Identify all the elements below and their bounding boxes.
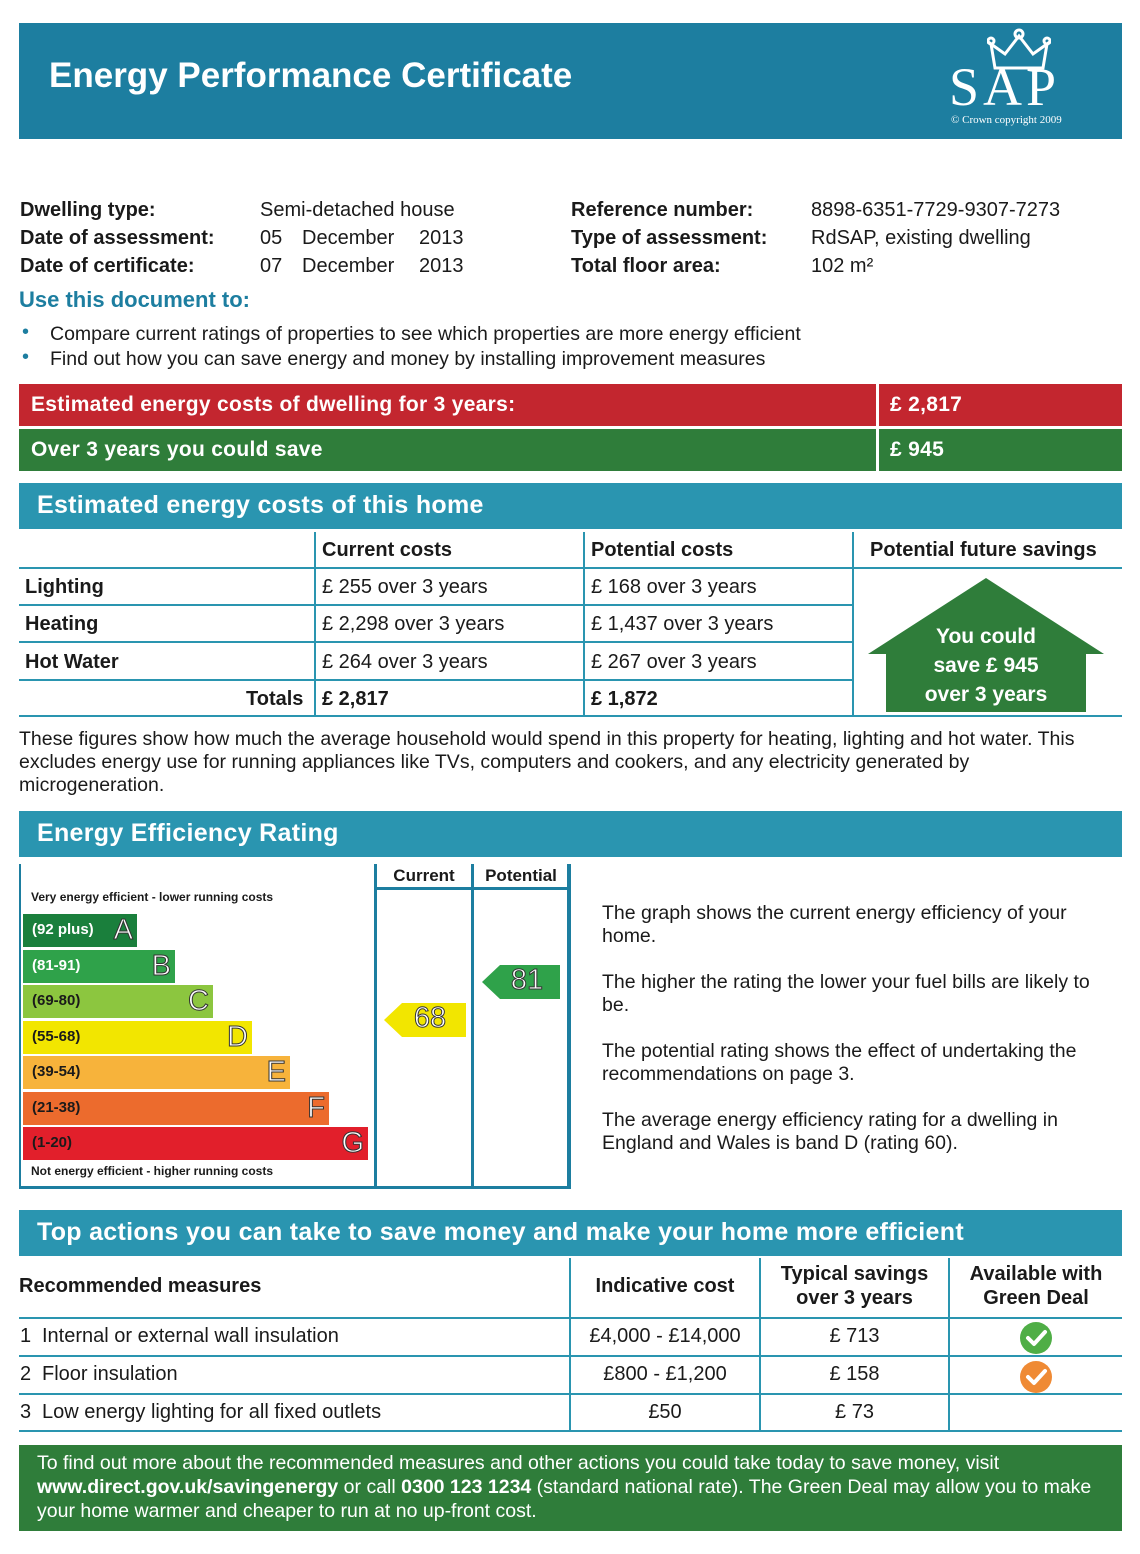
band-letter: B [151,949,171,982]
estimated-cost-bar [19,384,1122,426]
date-assessment-month: December [302,227,395,249]
reference-value: 8898-6351-7729-9307-7273 [811,199,1061,221]
hotwater-current: £ 264 over 3 years [322,651,488,673]
estimated-cost-label: Estimated energy costs of dwelling for 3 years: [31,393,516,416]
table-divider [852,532,854,716]
rating-band-g [23,1127,368,1160]
table-divider [583,532,585,716]
row-hotwater-label: Hot Water [25,651,119,673]
band-range: (92 plus) [32,921,94,938]
totals-current: £ 2,817 [322,688,389,710]
measure-1-cost: £4,000 - £14,000 [589,1325,741,1347]
table-rule [19,1393,1122,1395]
rating-text-4: The average energy efficiency rating for a dwelling in England and Wales is band D (rating 60). [602,1109,1058,1154]
footer-text-2: or call [338,1476,402,1498]
table-rule [19,679,853,681]
current-rating-value: 68 [413,1002,447,1034]
band-range: (69-80) [32,992,81,1009]
band-range: (1-20) [32,1134,73,1151]
use-bullet-2: Find out how you can save energy and money by installing improvement measures [50,348,766,370]
rating-band-d [23,1021,252,1054]
footer-box [19,1445,1122,1531]
rating-text-1: The graph shows the current energy efficiency of your home. [602,902,1067,947]
row-heating-label: Heating [25,613,99,635]
chart-rule [19,1186,570,1189]
date-certificate-label: Date of certificate: [20,255,195,277]
chart-divider [567,864,570,1189]
savings-bar [19,429,1122,471]
col-future-savings: Potential future savings [870,539,1097,561]
col-recommended-measures: Recommended measures [19,1275,262,1297]
date-assessment-day: 05 [260,227,283,249]
col-current: Current [393,866,455,885]
measure-3-num: 3 [20,1401,32,1423]
sap-logo-letters: SAP [949,57,1061,117]
row-lighting-label: Lighting [25,576,104,598]
col-typical-savings-1: Typical savings [780,1263,929,1285]
col-potential-costs: Potential costs [591,539,734,561]
green-deal-check-icon [1019,1360,1053,1394]
bar-divider [876,429,879,471]
heating-current: £ 2,298 over 3 years [322,613,505,635]
use-document-heading: Use this document to: [19,287,251,312]
table-divider [314,532,316,716]
rating-band-e [23,1056,290,1089]
band-range: (39-54) [32,1063,81,1080]
type-assessment-value: RdSAP, existing dwelling [811,227,1031,249]
footer-phone: 0300 123 1234 [401,1476,532,1498]
band-letter: E [266,1056,286,1088]
sap-logo [945,28,1095,133]
costs-heading: Estimated energy costs of this home [37,491,484,519]
rating-section-header [19,811,1122,857]
reference-label: Reference number: [571,199,754,221]
table-rule [19,1430,1122,1432]
bullet-icon: • [22,346,30,368]
measure-2-name: Floor insulation [42,1363,178,1385]
house-text-line-3: over 3 years [924,683,1048,706]
heating-potential: £ 1,437 over 3 years [591,613,774,635]
measure-2-cost: £800 - £1,200 [603,1363,727,1385]
col-current-costs: Current costs [322,539,453,561]
actions-section-header [19,1210,1122,1256]
bullet-icon: • [22,321,30,343]
measure-3-name: Low energy lighting for all fixed outlets [42,1401,382,1423]
chart-rule [374,887,570,890]
measure-2-saving: £ 158 [829,1363,880,1385]
band-letter: C [188,985,209,1017]
date-certificate-month: December [302,255,395,277]
band-letter: D [227,1020,248,1053]
floor-area-value: 102 m² [811,255,874,277]
footer-text [37,1451,1107,1523]
house-text-line-1: You could [936,625,1036,648]
costs-section-header [19,483,1122,529]
measure-2-num: 2 [20,1363,32,1385]
totals-label: Totals [246,688,304,710]
floor-area-label: Total floor area: [571,255,721,277]
lighting-potential: £ 168 over 3 years [591,576,757,598]
date-certificate-day: 07 [260,255,283,277]
savings-value: £ 945 [890,438,945,461]
col-green-deal-1: Available with [969,1263,1103,1285]
hotwater-potential: £ 267 over 3 years [591,651,757,673]
table-rule [19,715,1122,717]
potential-rating-value: 81 [510,964,544,996]
top-caption: Very energy efficient - lower running costs [31,890,274,904]
house-text-line-2: save £ 945 [933,654,1039,677]
measure-3-cost: £50 [648,1401,682,1423]
totals-potential: £ 1,872 [591,688,658,710]
logo-copyright: © Crown copyright 2009 [951,114,1062,126]
table-rule [19,1317,1122,1319]
col-green-deal-2: Green Deal [983,1287,1089,1309]
date-assessment-label: Date of assessment: [20,227,215,249]
table-rule [19,567,1122,569]
estimated-cost-value: £ 2,817 [890,393,963,416]
footer-text-3: (standard national rate). The Green Deal may allow you to make your home warmer and cheaper to run at no up-front cost. [37,1476,1092,1522]
rating-text-2: The higher the rating the lower your fuel bills are likely to be. [602,971,1090,1016]
chart-divider [374,864,377,1189]
rating-band-a [23,914,137,947]
date-certificate-year: 2013 [419,255,464,277]
band-range: (21-38) [32,1098,81,1116]
footer-link[interactable]: www.direct.gov.uk/savingenergy [37,1476,339,1498]
col-potential: Potential [485,866,557,885]
date-assessment-year: 2013 [419,227,464,249]
dwelling-type-label: Dwelling type: [20,199,156,221]
bar-divider [876,384,879,426]
savings-label: Over 3 years you could save [31,438,323,461]
footer-text-1: To find out more about the recommended measures and other actions you could take today to save money, visit [37,1452,1000,1474]
rating-band-c [23,985,213,1018]
use-bullet-1: Compare current ratings of properties to see which properties are more energy efficient [50,323,801,345]
rating-heading: Energy Efficiency Rating [37,819,339,847]
bottom-caption: Not energy efficient - higher running costs [31,1164,274,1178]
dwelling-type-value: Semi-detached house [260,199,455,221]
col-indicative-cost: Indicative cost [595,1275,735,1297]
costs-note: These figures show how much the average household would spend in this property for heating, lighting and hot water. This excludes energy use for running appliances like TVs, computers and cookers, and any electricity generated by microgeneration. [19,728,1075,796]
band-letter: F [307,1091,325,1124]
lighting-current: £ 255 over 3 years [322,576,488,598]
table-rule [19,641,853,643]
green-deal-check-icon [1019,1321,1053,1355]
rating-text-3: The potential rating shows the effect of undertaking the recommendations on page 3. [602,1040,1077,1085]
measure-1-saving: £ 713 [829,1325,880,1347]
actions-heading: Top actions you can take to save money and make your home more efficient [37,1218,964,1246]
rating-band-f [23,1092,329,1125]
band-range: (81-91) [32,956,81,974]
col-typical-savings-2: over 3 years [796,1287,913,1309]
measure-3-saving: £ 73 [835,1401,874,1423]
table-rule [19,604,853,606]
page-title: Energy Performance Certificate [49,56,573,95]
band-letter: A [113,914,133,946]
type-assessment-label: Type of assessment: [571,227,768,249]
band-letter: G [341,1127,364,1159]
measure-1-name: Internal or external wall insulation [42,1325,339,1347]
table-rule [19,1355,1122,1357]
band-range: (55-68) [32,1027,81,1045]
measure-1-num: 1 [20,1325,32,1347]
chart-divider [471,864,474,1189]
rating-band-b [23,950,175,983]
